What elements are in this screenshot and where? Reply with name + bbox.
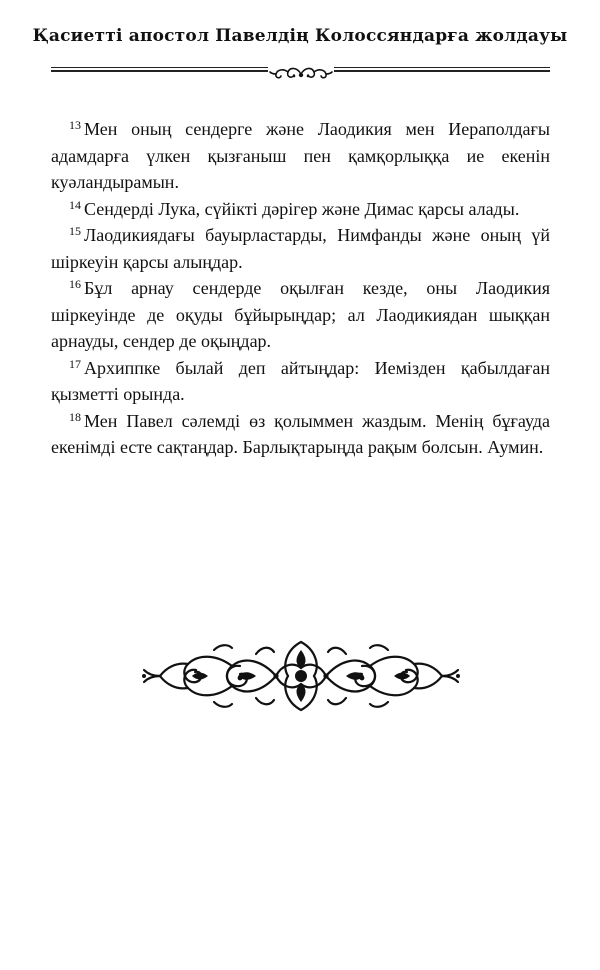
running-title: Қасиетті апостол Павелдің Колоссяндарға жолдауы xyxy=(32,26,568,46)
verse-text: Архиппке былай деп айтыңдар: Иемізден қабылдаған қызметті орында. xyxy=(51,357,550,404)
verse-text: Мен Павел сәлемді өз қолыммен жаздым. Менің бұғауда екенімді есте сақтаңдар. Барлықтарыңда рақым болсын. Аумин. xyxy=(51,410,550,457)
verse-15 xyxy=(51,222,550,275)
verse-text: Мен оның сендерге және Лаодикия мен Иераполдағы адамдарға үлкен қызғаныш пен қамқорлыққа ие екенін куәландырамын. xyxy=(51,119,550,192)
end-ornament-icon xyxy=(136,636,466,716)
header-ornament-icon xyxy=(268,64,334,84)
verse-list xyxy=(51,116,550,461)
verse-text: Бұл арнау сендерде оқылған кезде, оны Лаодикия шіркеуінде де оқуды бұйырыңдар; ал Лаодикиядан шыққан арнауды, сендер де оқыңдар. xyxy=(51,278,550,351)
verse-text: Сендерді Лука, сүйікті дәрігер және Димас қарсы алады. xyxy=(84,198,520,219)
verse-16 xyxy=(51,275,550,355)
verse-number: 17 xyxy=(69,356,81,371)
verse-17 xyxy=(51,355,550,408)
verse-number: 15 xyxy=(69,224,81,238)
verse-13 xyxy=(51,116,550,196)
verse-number: 16 xyxy=(69,277,81,291)
verse-text: Лаодикиядағы бауырластарды, Нимфанды және оның үй шіркеуін қарсы алыңдар. xyxy=(51,225,550,272)
verse-number: 18 xyxy=(69,409,81,424)
verse-14 xyxy=(51,196,550,223)
verse-number: 13 xyxy=(69,118,81,132)
verse-number: 14 xyxy=(69,197,81,212)
verse-18 xyxy=(51,408,550,461)
